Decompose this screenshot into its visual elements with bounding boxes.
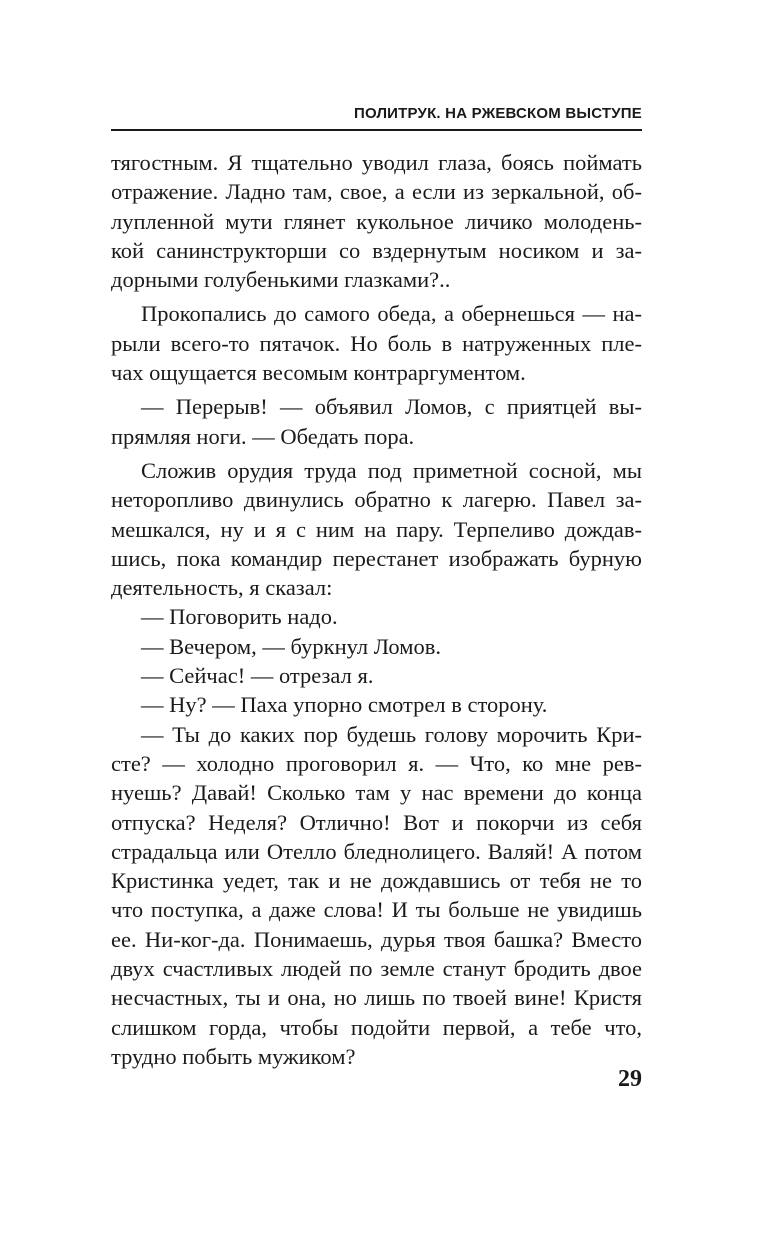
text-line: ее. Ни-ког-да. Понимаешь, дурья твоя башка? Вместо <box>111 926 642 952</box>
text-line: слишком горда, чтобы подойти первой, а тебе что, <box>111 1014 642 1040</box>
paragraph-4 <box>111 456 642 602</box>
text-line: шись, пока командир перестанет изображать бурную <box>111 545 642 571</box>
text-line: деятельность, я сказал: <box>111 575 333 601</box>
text-line: чах ощущается весомым контраргументом. <box>111 360 526 386</box>
dialogue-line-2 <box>111 632 642 661</box>
running-head-title: ПОЛИТРУК. НА РЖЕВСКОМ ВЫСТУПЕ <box>353 105 642 122</box>
dialogue-line-1 <box>111 602 642 631</box>
text-line: неторопливо двинулись обратно к лагерю. Павел за- <box>111 487 642 513</box>
text-line: тягостным. Я тщательно уводил глаза, боясь поймать <box>111 150 642 175</box>
text-line: — Ты до каких пор будешь голову морочить Кри- <box>141 721 642 747</box>
text-line: двух счастливых людей по земле станут бродить двое <box>111 956 642 982</box>
text-line: сте? — холодно проговорил я. — Что, ко мне рев- <box>111 750 642 776</box>
text-line: — Вечером, — буркнул Ломов. <box>141 633 441 659</box>
text-line: — Перерыв! — объявил Ломов, с приятцей вы- <box>141 394 642 420</box>
text-line: рыли всего-то пятачок. Но боль в натруженных пле- <box>111 330 642 356</box>
text-line: кой санинструкторши со вздернутым носиком и за- <box>111 237 642 263</box>
dialogue-line-4 <box>111 690 642 719</box>
page-number: 29 <box>618 1066 642 1092</box>
text-line: Прокопались до самого обеда, а обернешься — на- <box>141 301 642 327</box>
header-rule <box>111 129 642 131</box>
text-line: нуешь? Давай! Сколько там у нас времени до конца <box>111 780 642 806</box>
text-line: Кристинка уедет, так и не дождавшись от тебя не то <box>111 868 642 894</box>
paragraph-1 <box>111 148 642 294</box>
text-line: лупленной мути глянет кукольное личико молодень- <box>111 208 642 234</box>
text-line: — Ну? — Паха упорно смотрел в сторону. <box>141 692 548 718</box>
text-line: — Сейчас! — отрезал я. <box>141 663 374 689</box>
page-body <box>111 148 642 1071</box>
paragraph-9 <box>111 720 642 1072</box>
paragraph-3 <box>111 392 642 451</box>
paragraph-2 <box>111 299 642 387</box>
text-line: страдальца или Отелло бледнолицего. Валяй! А потом <box>111 838 642 864</box>
dialogue-line-3 <box>111 661 642 690</box>
text-line: дорными голубенькими глазками?.. <box>111 267 451 293</box>
text-line: — Поговорить надо. <box>141 604 338 630</box>
text-line: отпуска? Неделя? Отлично! Вот и покорчи из себя <box>111 809 642 835</box>
text-line: трудно побыть мужиком? <box>111 1043 356 1069</box>
text-line: прямляя ноги. — Обедать пора. <box>111 423 415 449</box>
text-line: что поступка, а даже слова! И ты больше не увидишь <box>111 897 642 923</box>
text-line: Сложив орудия труда под приметной сосной, мы <box>141 457 642 483</box>
text-line: отражение. Ладно там, свое, а если из зеркальной, об- <box>111 179 642 205</box>
text-line: мешкался, ну и я с ним на пару. Терпеливо дождав- <box>111 516 642 542</box>
text-line: несчастных, ты и она, но лишь по твоей вине! Кристя <box>111 985 642 1011</box>
